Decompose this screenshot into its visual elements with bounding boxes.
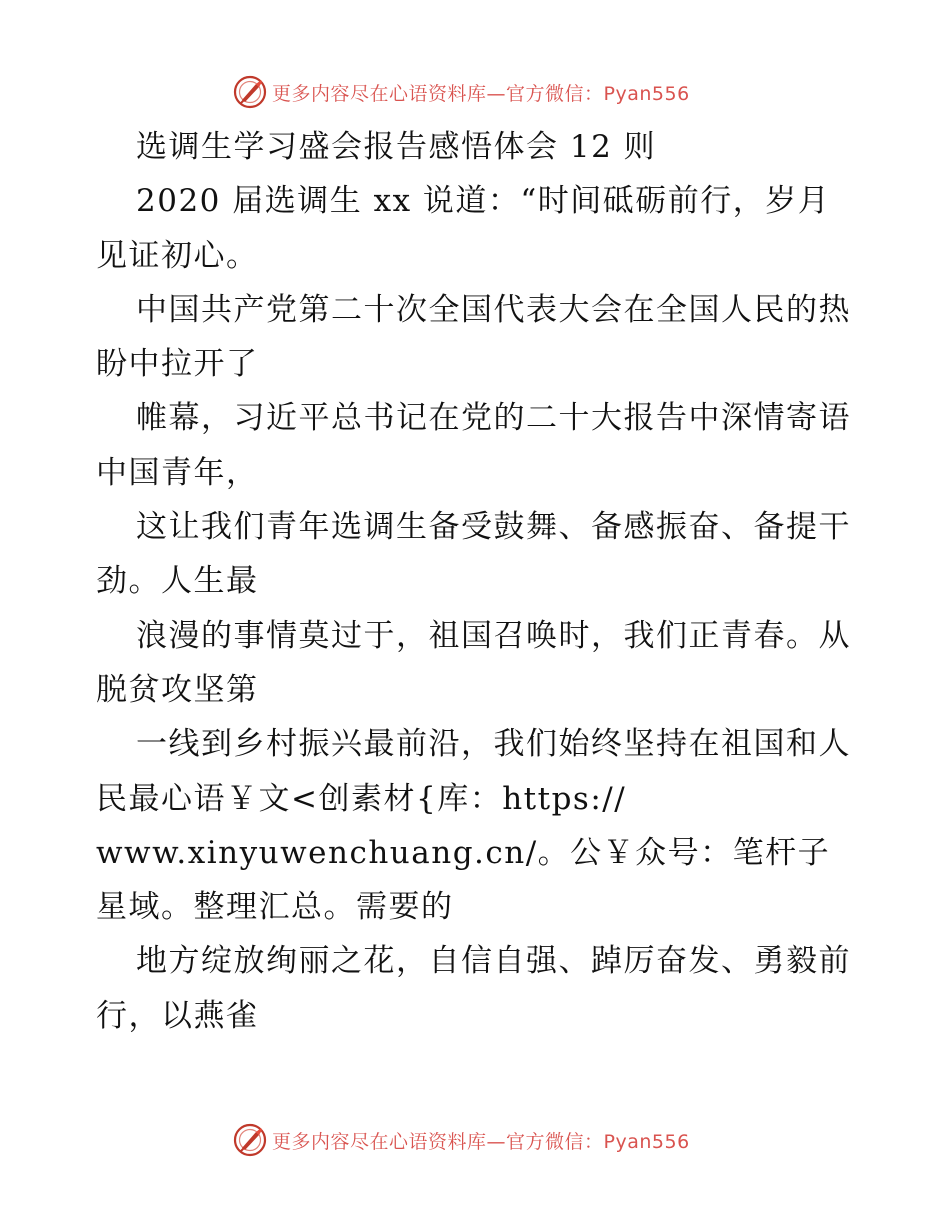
paragraph: 地方绽放绚丽之花，自信自强、踔厉奋发、勇毅前行，以燕雀 — [96, 943, 851, 1034]
header-watermark-text: 更多内容尽在心语资料库—官方微信：Pyan556 — [272, 82, 690, 105]
paragraph: 浪漫的事情莫过于，祖国召唤时，我们正青春。从脱贫攻坚第 — [96, 617, 851, 708]
document-title: 选调生学习盛会报告感悟体会 12 则 — [136, 129, 657, 165]
footer-watermark-text: 更多内容尽在心语资料库—官方微信：Pyan556 — [272, 1130, 690, 1153]
footer-watermark-banner — [232, 1120, 712, 1160]
quill-logo-icon — [232, 1122, 268, 1158]
document-body — [96, 120, 856, 1043]
header-watermark-banner — [232, 72, 712, 112]
paragraph: 中国共产党第二十次全国代表大会在全国人民的热盼中拉开了 — [96, 291, 851, 383]
paragraph: 一线到乡村振兴最前沿，我们始终坚持在祖国和人民最心语￥文<创素材{库：https:// — [96, 726, 851, 817]
quill-logo-icon — [232, 74, 268, 110]
paragraph: 2020 届选调生 xx 说道：“时间砥砺前行，岁月见证初心。 — [96, 183, 831, 274]
paragraph: 帷幕，习近平总书记在党的二十大报告中深情寄语中国青年， — [96, 400, 851, 491]
paragraph: 这让我们青年选调生备受鼓舞、备感振奋、备提干劲。人生最 — [96, 509, 851, 600]
paragraph: www.xinyuwenchuang.cn/。公￥众号：笔杆子星域。整理汇总。需要的 — [96, 834, 831, 926]
